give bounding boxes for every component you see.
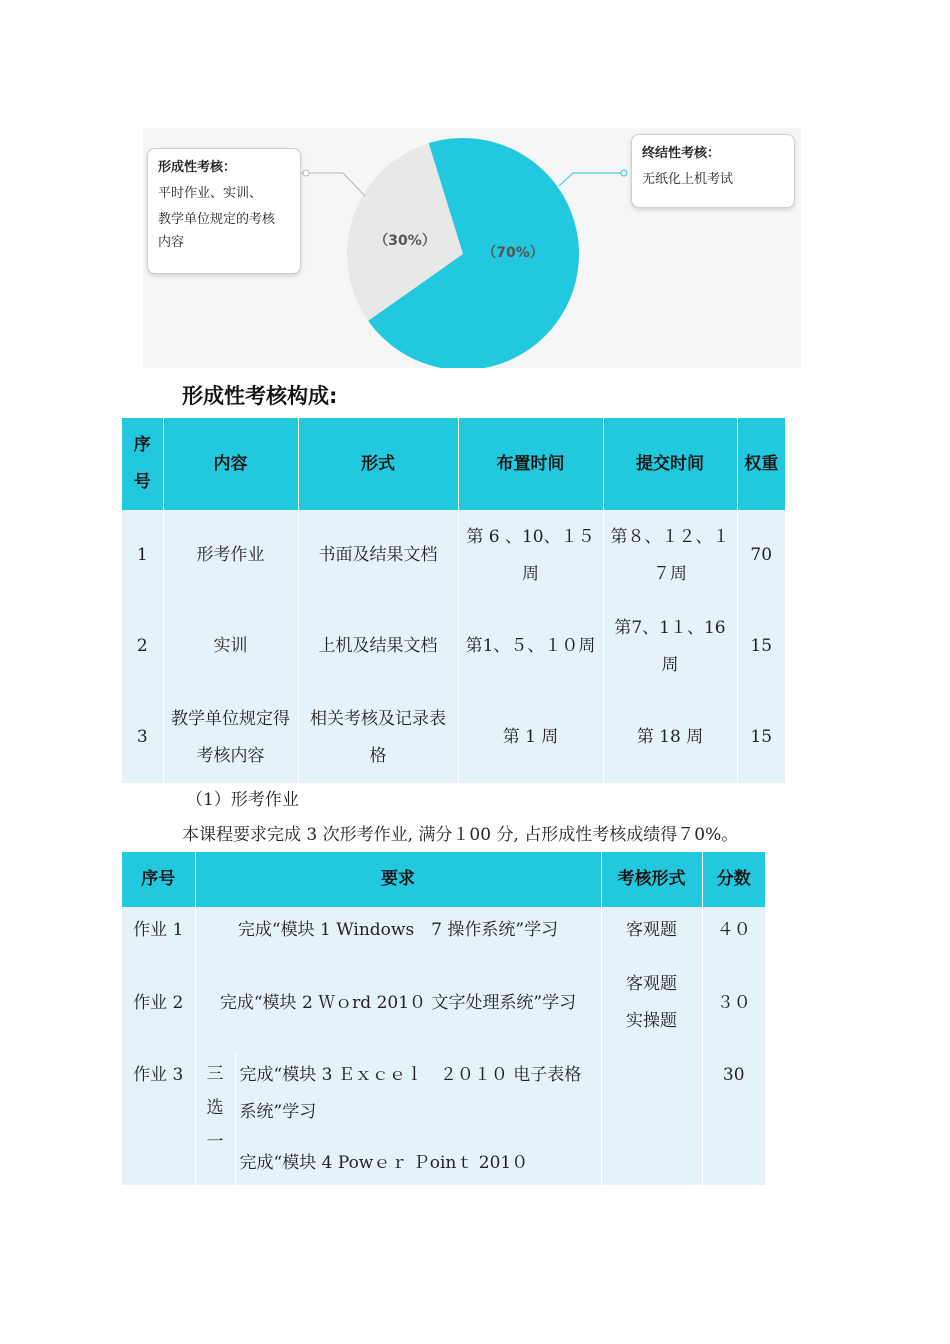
callout-summative xyxy=(631,134,795,208)
formative-heading: 形成性考核构成: xyxy=(182,384,338,408)
table-row xyxy=(122,510,785,601)
callout-formative-title: 形成性考核： xyxy=(158,160,237,175)
cell: 完成“模块 1 Windows 7 操作系统”学习 xyxy=(195,907,601,953)
cell: 第7、1１、16周 xyxy=(603,601,737,692)
cell: 第 18 周 xyxy=(603,692,737,783)
cell: 第1、５、１０周 xyxy=(458,601,603,692)
header-cell: 权重 xyxy=(737,418,785,510)
callout-formative xyxy=(147,148,301,274)
header-cell: 序号 xyxy=(122,418,163,510)
header-cell: 考核形式 xyxy=(601,852,702,907)
table-row xyxy=(122,953,765,1053)
header-cell: 要求 xyxy=(195,852,601,907)
left-connector-dot xyxy=(303,170,309,176)
header-cell: 内容 xyxy=(163,418,298,510)
header-cell: 提交时间 xyxy=(603,418,737,510)
right-connector-diagonal xyxy=(559,173,573,186)
cell: 书面及结果文档 xyxy=(298,510,458,601)
table-row xyxy=(122,907,765,953)
callout-formative-line: 平时作业、实训、 xyxy=(158,186,263,201)
cell: ３０ xyxy=(702,953,765,1053)
header-cell: 布置时间 xyxy=(458,418,603,510)
cell: 1 xyxy=(122,510,163,601)
cell xyxy=(601,1053,702,1185)
header-cell: 形式 xyxy=(298,418,458,510)
cell: 15 xyxy=(737,601,785,692)
cell: 15 xyxy=(737,692,785,783)
cell: 客观题 实操题 xyxy=(601,953,702,1053)
pie-label-70: （70%） xyxy=(482,245,544,261)
table-row xyxy=(122,601,785,692)
callout-formative-line: 内容 xyxy=(158,235,185,250)
cell: 30 xyxy=(702,1053,765,1185)
cell: 70 xyxy=(737,510,785,601)
requirement-option-b: 完成“模块 4 Powｅｒ Ｐoinｔ 201０ xyxy=(239,1153,529,1173)
cell: 三选一 xyxy=(195,1053,235,1185)
cell: 作业 3 xyxy=(122,1053,195,1185)
cell: 客观题 xyxy=(601,907,702,953)
assignment-paragraph: 本课程要求完成 3 次形考作业, 满分１00 分, 占形成性考核成绩得７0%。 xyxy=(182,825,739,845)
table-header-row xyxy=(122,852,765,907)
header-cell: 序号 xyxy=(122,852,195,907)
cell: 教学单位规定得考核内容 xyxy=(163,692,298,783)
cell: 第 1 周 xyxy=(458,692,603,783)
requirement-option-a: 完成“模块 3 Ｅｘｃｅｌ ２０１０ 电子表格系统”学习 xyxy=(239,1065,582,1122)
callout-summative-line: 无纸化上机考试 xyxy=(642,172,734,187)
assignment-requirements-table xyxy=(122,852,765,1185)
cell: 作业 1 xyxy=(122,907,195,953)
cell: 上机及结果文档 xyxy=(298,601,458,692)
table-row xyxy=(122,692,785,783)
cell: 第８、１２、１７周 xyxy=(603,510,737,601)
cell: 形考作业 xyxy=(163,510,298,601)
table-row xyxy=(122,1053,765,1185)
cell: 实训 xyxy=(163,601,298,692)
cell: 完成“模块 2 Ｗｏrd 201０ 文字处理系统”学习 xyxy=(195,953,601,1053)
left-connector-diagonal xyxy=(343,173,365,196)
callout-formative-line: 教学单位规定的考核 xyxy=(158,212,276,227)
callout-summative-title: 终结性考核： xyxy=(642,146,721,161)
cell xyxy=(235,1053,601,1185)
cell: 相关考核及记录表格 xyxy=(298,692,458,783)
pie-label-30: （30%） xyxy=(374,233,436,249)
section-title-assignments: （1）形考作业 xyxy=(186,790,299,810)
cell: 第 6 、10、１５周 xyxy=(458,510,603,601)
cell: ４０ xyxy=(702,907,765,953)
cell: 3 xyxy=(122,692,163,783)
table-header-row xyxy=(122,418,785,510)
formative-composition-table xyxy=(122,418,785,783)
assessment-pie-figure xyxy=(143,128,801,368)
right-connector-dot xyxy=(621,170,627,176)
cell: 作业 2 xyxy=(122,953,195,1053)
header-cell: 分数 xyxy=(702,852,765,907)
cell: 2 xyxy=(122,601,163,692)
